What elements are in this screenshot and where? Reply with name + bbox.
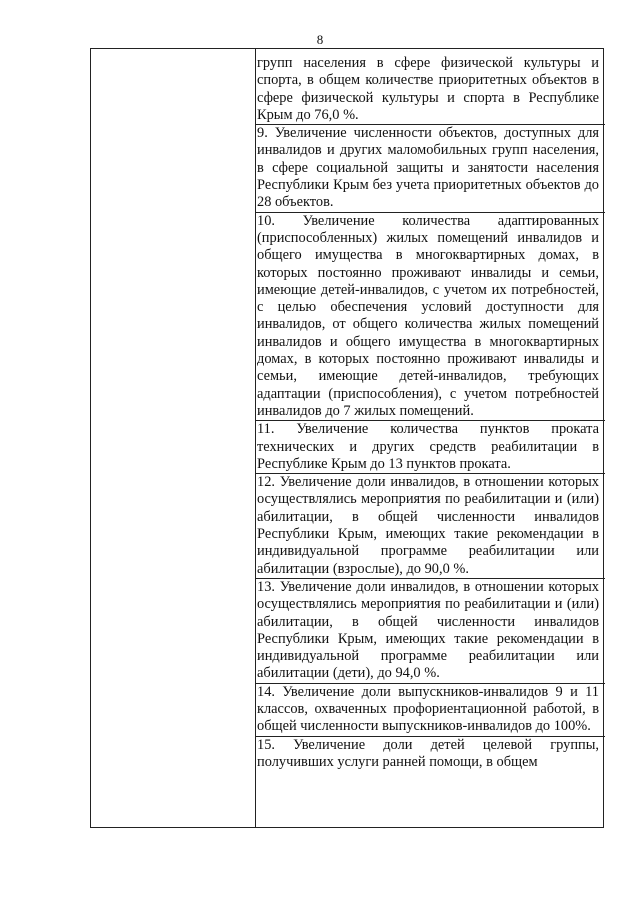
item-text: 14. Увеличение доли выпускников-инвалидов 9 и 11 классов, охваченных профориентационной работой, в общей численности выпускников-инвалидов до 100%. [257,683,599,735]
table-row [255,55,605,124]
item-text: 15. Увеличение доли детей целевой группы, получивших услуги ранней помощи, в общем [257,736,599,770]
table-row [255,473,605,578]
table-left-column [91,49,255,827]
table-right-column [257,55,599,771]
table-row [255,578,605,683]
page-number: 8 [316,32,324,47]
table-row [255,683,605,736]
document-table [90,48,604,828]
table-row [255,420,605,473]
item-text: 9. Увеличение численности объектов, доступных для инвалидов и других маломобильных групп населения, в сфере социальной защиты и занятости населения Республики Крым без учета приоритетных объектов до 28 объектов. [257,125,599,211]
table-row [255,212,605,421]
item-text: 10. Увеличение количества адаптированных (приспособленных) жилых помещений инвалидов и общего имущества в многоквартирных домах, в которых постоянно проживают инвалиды и семьи, имеющие детей-инвалидов, с учетом их потребностей, с целью обеспечения условий доступности для инвалидов, от общего количества жилых помещений инвалидов и общего имущества в многоквартирных домах, в которых постоянно проживают инвалиды и семьи, имеющие детей-инвалидов, требующих адаптации (приспособления), с учетом потребностей инвалидов до 7 жилых помещений. [257,212,599,419]
item-text: 12. Увеличение доли инвалидов, в отношении которых осуществлялись мероприятия по реабилитации и (или) абилитации, в общей численности инвалидов Республики Крым, имеющих такие рекомендации в индивидуальной программе реабилитации или абилитации (взрослые), до 90,0 %. [257,474,599,577]
item-text: 11. Увеличение количества пунктов проката технических и других средств реабилитации в Республике Крым до 13 пунктов проката. [257,421,599,472]
table-row [255,736,605,772]
item-text: групп населения в сфере физической культуры и спорта, в общем количестве приоритетных объектов в сфере физической культуры и спорта в Республике Крым до 76,0 %. [257,55,599,123]
table-row [255,124,605,211]
item-text: 13. Увеличение доли инвалидов, в отношении которых осуществлялись мероприятия по реабилитации и (или) абилитации, в общей численности инвалидов Республики Крым, имеющих такие рекомендации в индивидуальной программе реабилитации или абилитации (дети), до 94,0 %. [257,578,599,682]
